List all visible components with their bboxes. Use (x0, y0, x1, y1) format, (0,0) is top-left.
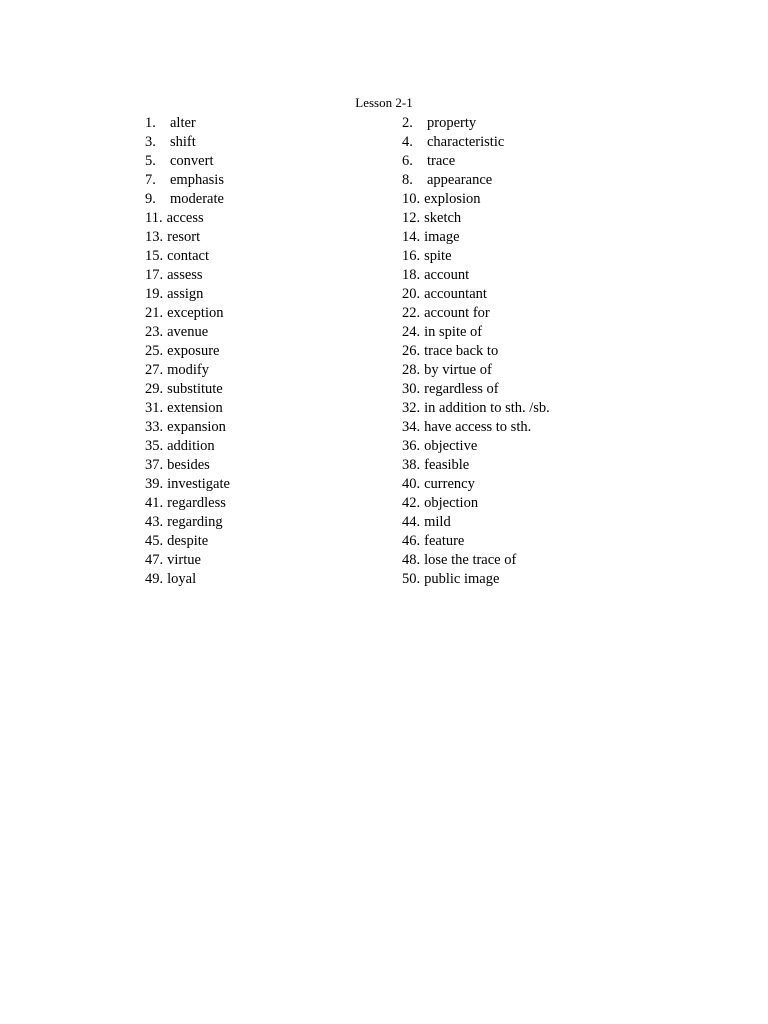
item-word: assess (167, 267, 203, 283)
item-number: 44. (402, 514, 421, 530)
item-word: assign (167, 286, 204, 302)
item-number: 46. (402, 533, 421, 549)
item-word: image (424, 229, 460, 245)
item-word: lose the trace of (424, 552, 517, 568)
list-item (145, 456, 230, 475)
item-word: investigate (167, 476, 230, 492)
item-word: trace back to (424, 343, 499, 359)
page-title: Lesson 2-1 (355, 95, 413, 110)
item-number: 48. (402, 552, 421, 568)
list-item (145, 133, 230, 152)
item-number: 37. (145, 457, 164, 473)
item-word: regardless of (424, 381, 499, 397)
item-number: 21. (145, 305, 164, 321)
item-number: 4. (402, 134, 413, 150)
list-item (145, 361, 230, 380)
list-item (145, 437, 230, 456)
word-list-right (402, 114, 550, 589)
list-item (145, 380, 230, 399)
item-word: loyal (167, 571, 197, 587)
item-number: 30. (402, 381, 421, 397)
item-number: 22. (402, 305, 421, 321)
item-number: 12. (402, 210, 421, 226)
item-word: appearance (427, 172, 493, 188)
list-item (402, 304, 550, 323)
item-number: 16. (402, 248, 421, 264)
item-word: addition (167, 438, 215, 454)
list-item (402, 190, 550, 209)
list-item (402, 247, 550, 266)
list-item (402, 133, 550, 152)
item-word: resort (167, 229, 201, 245)
item-word: contact (167, 248, 209, 264)
item-number: 15. (145, 248, 164, 264)
list-item (145, 551, 230, 570)
item-number: 45. (145, 533, 164, 549)
item-word: explosion (424, 191, 481, 207)
item-word: have access to sth. (424, 419, 532, 435)
item-number: 28. (402, 362, 421, 378)
list-item (145, 114, 230, 133)
list-item (402, 456, 550, 475)
list-item (402, 266, 550, 285)
list-item (402, 228, 550, 247)
list-item (402, 532, 550, 551)
item-word: trace (427, 153, 456, 169)
item-number: 10. (402, 191, 421, 207)
item-number: 7. (145, 172, 156, 188)
item-word: access (166, 210, 204, 226)
list-item (402, 437, 550, 456)
list-item (145, 532, 230, 551)
item-word: in addition to sth. /sb. (424, 400, 550, 416)
item-word: in spite of (424, 324, 483, 340)
list-item (145, 494, 230, 513)
item-word: emphasis (170, 172, 224, 188)
item-number: 50. (402, 571, 421, 587)
word-list-left (145, 114, 230, 589)
list-item (402, 323, 550, 342)
item-word: sketch (424, 210, 462, 226)
list-item (145, 570, 230, 589)
list-item (145, 323, 230, 342)
item-number: 38. (402, 457, 421, 473)
item-word: regarding (167, 514, 223, 530)
list-item (145, 152, 230, 171)
item-word: objection (424, 495, 479, 511)
list-item (402, 209, 550, 228)
item-word: feature (424, 533, 465, 549)
item-number: 32. (402, 400, 421, 416)
list-item (145, 228, 230, 247)
item-word: exposure (167, 343, 220, 359)
list-item (145, 190, 230, 209)
list-item (402, 114, 550, 133)
item-number: 6. (402, 153, 413, 169)
item-word: account for (424, 305, 490, 321)
item-word: extension (167, 400, 223, 416)
item-word: account (424, 267, 470, 283)
item-word: modify (167, 362, 210, 378)
item-number: 31. (145, 400, 164, 416)
item-number: 8. (402, 172, 413, 188)
item-word: avenue (167, 324, 209, 340)
item-word: regardless (167, 495, 226, 511)
item-word: objective (424, 438, 478, 454)
list-item (402, 152, 550, 171)
item-number: 13. (145, 229, 164, 245)
item-number: 35. (145, 438, 164, 454)
item-word: virtue (167, 552, 201, 568)
item-number: 29. (145, 381, 164, 397)
item-word: expansion (167, 419, 226, 435)
item-number: 5. (145, 153, 156, 169)
item-word: currency (424, 476, 475, 492)
item-number: 9. (145, 191, 156, 207)
list-item (402, 551, 550, 570)
list-item (402, 570, 550, 589)
item-number: 47. (145, 552, 164, 568)
list-item (145, 266, 230, 285)
item-number: 11. (145, 210, 163, 226)
item-word: despite (167, 533, 209, 549)
item-number: 17. (145, 267, 164, 283)
item-word: shift (170, 134, 196, 150)
list-item (402, 418, 550, 437)
item-word: alter (170, 115, 196, 131)
list-item (145, 475, 230, 494)
item-number: 24. (402, 324, 421, 340)
item-number: 3. (145, 134, 156, 150)
item-word: convert (170, 153, 214, 169)
item-number: 19. (145, 286, 164, 302)
item-word: exception (167, 305, 224, 321)
list-item (145, 209, 230, 228)
item-word: substitute (167, 381, 223, 397)
item-number: 2. (402, 115, 413, 131)
item-number: 49. (145, 571, 164, 587)
list-item (145, 247, 230, 266)
item-number: 36. (402, 438, 421, 454)
list-item (402, 513, 550, 532)
list-item (145, 285, 230, 304)
item-word: moderate (170, 191, 224, 207)
list-item (402, 494, 550, 513)
item-number: 27. (145, 362, 164, 378)
list-item (145, 418, 230, 437)
item-number: 1. (145, 115, 156, 131)
list-item (402, 380, 550, 399)
item-number: 23. (145, 324, 164, 340)
item-word: feasible (424, 457, 470, 473)
item-number: 20. (402, 286, 421, 302)
list-item (402, 171, 550, 190)
list-item (145, 399, 230, 418)
item-word: property (427, 115, 477, 131)
item-word: besides (167, 457, 210, 473)
list-item (402, 399, 550, 418)
item-number: 26. (402, 343, 421, 359)
item-word: public image (424, 571, 500, 587)
item-number: 41. (145, 495, 164, 511)
item-number: 14. (402, 229, 421, 245)
item-word: accountant (424, 286, 487, 302)
item-word: spite (424, 248, 452, 264)
list-item (145, 304, 230, 323)
list-item (402, 285, 550, 304)
item-number: 33. (145, 419, 164, 435)
list-item (145, 171, 230, 190)
item-word: mild (424, 514, 451, 530)
item-number: 18. (402, 267, 421, 283)
list-item (402, 342, 550, 361)
item-word: by virtue of (424, 362, 492, 378)
list-item (145, 342, 230, 361)
list-item (402, 475, 550, 494)
item-number: 39. (145, 476, 164, 492)
list-item (145, 513, 230, 532)
item-word: characteristic (427, 134, 505, 150)
item-number: 25. (145, 343, 164, 359)
item-number: 40. (402, 476, 421, 492)
item-number: 43. (145, 514, 164, 530)
item-number: 42. (402, 495, 421, 511)
list-item (402, 361, 550, 380)
item-number: 34. (402, 419, 421, 435)
